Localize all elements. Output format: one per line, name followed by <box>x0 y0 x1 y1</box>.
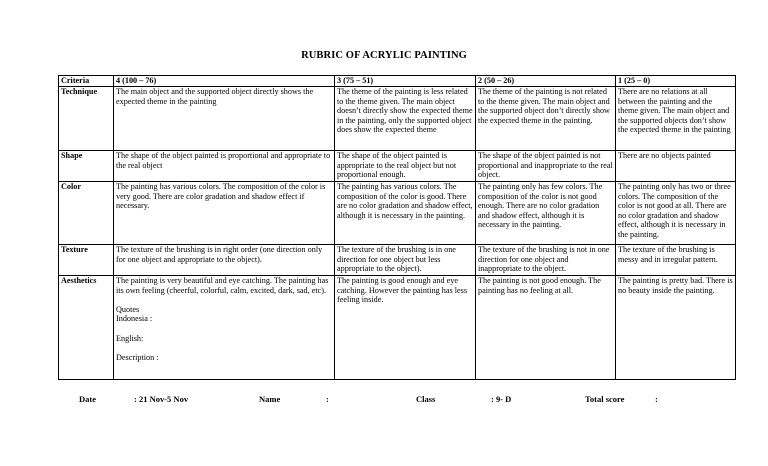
aesthetics-score-3: The painting is good enough and eye catching. However the painting has less feeling inside. <box>335 276 476 380</box>
header-score-3: 3 (75 – 51) <box>335 76 476 87</box>
indonesia-label: Indonesia : <box>116 314 153 324</box>
shape-score-4: The shape of the object painted is proportional and appropriate to the real object <box>114 151 335 182</box>
total-score-label: Total score <box>585 394 625 404</box>
aesthetics-score-4-text: The painting is very beautiful and eye catching. The painting has its own feeling (cheerful, colorful, calm, excited, dark, sad, etc). <box>116 276 329 295</box>
date-label: Date <box>79 394 96 404</box>
table-row <box>59 276 736 380</box>
criteria-technique: Technique <box>59 87 114 151</box>
table-row <box>59 182 736 245</box>
technique-score-4: The main object and the supported object directly shows the expected theme in the painting <box>114 87 335 151</box>
shape-score-1: There are no objects painted <box>616 151 736 182</box>
header-score-4: 4 (100 – 76) <box>114 76 335 87</box>
texture-score-2: The texture of the brushing is not in one direction for one object and inappropriate to the object. <box>476 245 616 276</box>
header-criteria: Criteria <box>59 76 114 87</box>
date-value: : 21 Nov-5 Nov <box>134 394 189 404</box>
name-label: Name <box>259 394 281 404</box>
footer-info <box>0 394 768 406</box>
header-score-1: 1 (25 – 0) <box>616 76 736 87</box>
color-score-1: The painting only has two or three colors. The composition of the color is not good at all. There are no color gradation and shadow effect, although it is necessary in the painting. <box>616 182 736 245</box>
color-score-2: The painting only has few colors. The composition of the color is not good enough. There are no color gradation and shadow effect, although it is necessary in the painting. <box>476 182 616 245</box>
technique-score-3: The theme of the painting is less related to the theme given. The main object doesn’t directly show the expected theme in the painting, only the supported object does show the expected theme <box>335 87 476 151</box>
technique-score-2: The theme of the painting is not related to the theme given. The main object and the supported object don’t directly show the expected theme in the painting. <box>476 87 616 151</box>
aesthetics-score-4 <box>114 276 335 380</box>
rubric-table <box>58 75 736 380</box>
class-value: : 9- D <box>491 394 512 404</box>
quotes-label: Quotes <box>116 304 140 314</box>
texture-score-1: The texture of the brushing is messy and in irregular pattern. <box>616 245 736 276</box>
header-row <box>59 76 736 87</box>
class-label: Class <box>416 394 436 404</box>
aesthetics-score-1: The painting is pretty bad. There is no beauty inside the painting. <box>616 276 736 380</box>
document-title: RUBRIC OF ACRYLIC PAINTING <box>301 50 467 61</box>
header-score-2: 2 (50 – 26) <box>476 76 616 87</box>
criteria-aesthetics: Aesthetics <box>59 276 114 380</box>
texture-score-3: The texture of the brushing is in one direction for one object but less appropriate to the object). <box>335 245 476 276</box>
technique-score-1: There are no relations at all between the painting and the theme given. The main object and the supported objects don’t show the expected theme in the painting <box>616 87 736 151</box>
table-row <box>59 87 736 151</box>
texture-score-4: The texture of the brushing is in right order (one direction only for one object and appropriate to the object). <box>114 245 335 276</box>
table-row <box>59 151 736 182</box>
criteria-shape: Shape <box>59 151 114 182</box>
aesthetics-score-2: The painting is not good enough. The painting has no feeling at all. <box>476 276 616 380</box>
color-score-4: The painting has various colors. The composition of the color is very good. There are color gradation and shadow effect if necessary. <box>114 182 335 245</box>
criteria-texture: Texture <box>59 245 114 276</box>
name-value: : <box>326 394 329 404</box>
color-score-3: The painting has various colors. The composition of the color is good. There are no color gradation and shadow effect, although it is necessary in the painting. <box>335 182 476 245</box>
table-row <box>59 245 736 276</box>
shape-score-3: The shape of the object painted is appropriate to the real object but not proportional enough. <box>335 151 476 182</box>
shape-score-2: The shape of the object painted is not proportional and inappropriate to the real object. <box>476 151 616 182</box>
english-label: English: <box>116 333 144 343</box>
criteria-color: Color <box>59 182 114 245</box>
description-label: Description : <box>116 352 159 362</box>
total-score-value: : <box>655 394 658 404</box>
